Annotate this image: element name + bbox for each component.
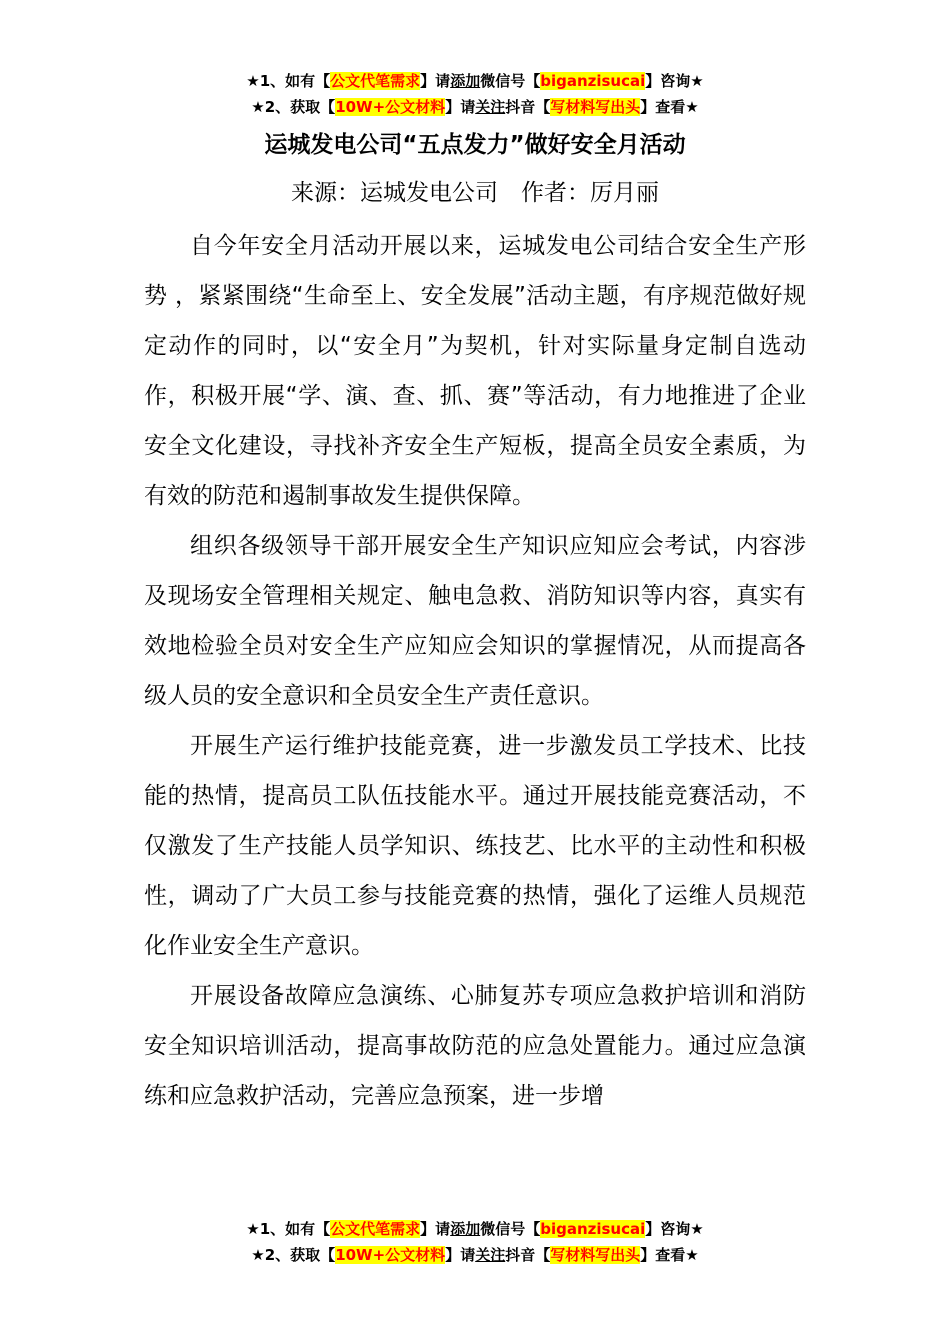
promo-banner-bottom — [0, 1216, 950, 1268]
promo-text: 】咨询★ — [645, 1220, 704, 1238]
promo-text: ★1、如有【 — [246, 72, 331, 90]
promo-text: 】查看★ — [640, 1246, 699, 1264]
promo-text: 抖音【 — [505, 98, 551, 116]
promo-text: 微信号【 — [480, 72, 541, 90]
article-body — [144, 221, 806, 1121]
promo-underlined: 添加 — [450, 1220, 481, 1238]
promo-line-1 — [0, 1216, 950, 1242]
promo-underlined: 添加 — [450, 72, 481, 90]
paragraph: 组织各级领导干部开展安全生产知识应知应会考试，内容涉及现场安全管理相关规定、触电急救、消防知识等内容，真实有效地检验全员对安全生产应知应会知识的掌握情况，从而提高各级人员的安全意识和全员安全生产责任意识。 — [144, 533, 806, 709]
promo-highlight: 10W+公文材料 — [335, 1246, 446, 1264]
promo-highlight: 写材料写出头 — [550, 1246, 641, 1264]
promo-text: ★2、获取【 — [251, 1246, 336, 1264]
article-byline: 来源：运城发电公司 作者：厉月丽 — [291, 180, 659, 206]
promo-text: 】查看★ — [640, 98, 699, 116]
promo-text: 抖音【 — [505, 1246, 551, 1264]
promo-text: ★1、如有【 — [246, 1220, 331, 1238]
promo-text: 】请 — [445, 98, 476, 116]
promo-text: 】请 — [445, 1246, 476, 1264]
promo-highlight: biganzisucai — [540, 1220, 646, 1238]
promo-highlight: 公文代笔需求 — [330, 72, 421, 90]
article-title: 运城发电公司“五点发力”做好安全月活动 — [264, 132, 686, 158]
paragraph: 开展生产运行维护技能竞赛，进一步激发员工学技术、比技能的热情，提高员工队伍技能水平。通过开展技能竞赛活动，不仅激发了生产技能人员学知识、练技艺、比水平的主动性和积极性，调动了广大员工参与技能竞赛的热情，强化了运维人员规范化作业安全生产意识。 — [144, 733, 806, 959]
promo-underlined: 关注 — [475, 98, 506, 116]
promo-line-2 — [0, 94, 950, 120]
promo-underlined: 关注 — [475, 1246, 506, 1264]
promo-line-2 — [0, 1242, 950, 1268]
promo-highlight: biganzisucai — [540, 72, 646, 90]
promo-text: 微信号【 — [480, 1220, 541, 1238]
promo-highlight: 写材料写出头 — [550, 98, 641, 116]
promo-text: 】请 — [420, 1220, 451, 1238]
promo-text: ★2、获取【 — [251, 98, 336, 116]
promo-text: 】请 — [420, 72, 451, 90]
promo-text: 】咨询★ — [645, 72, 704, 90]
paragraph: 开展设备故障应急演练、心肺复苏专项应急救护培训和消防安全知识培训活动，提高事故防范的应急处置能力。通过应急演练和应急救护活动，完善应急预案，进一步增 — [144, 983, 806, 1109]
promo-line-1 — [0, 68, 950, 94]
promo-highlight: 10W+公文材料 — [335, 98, 446, 116]
promo-banner-top — [0, 68, 950, 120]
promo-highlight: 公文代笔需求 — [330, 1220, 421, 1238]
paragraph: 自今年安全月活动开展以来，运城发电公司结合安全生产形势 ，紧紧围绕“生命至上、安全发展”活动主题，有序规范做好规定动作的同时，以“安全月”为契机，针对实际量身定制自选动作，积极开展“学、演、查、抓、赛”等活动，有力地推进了企业安全文化建设，寻找补齐安全生产短板，提高全员安全素质，为有效的防范和遏制事故发生提供保障。 — [144, 233, 806, 509]
